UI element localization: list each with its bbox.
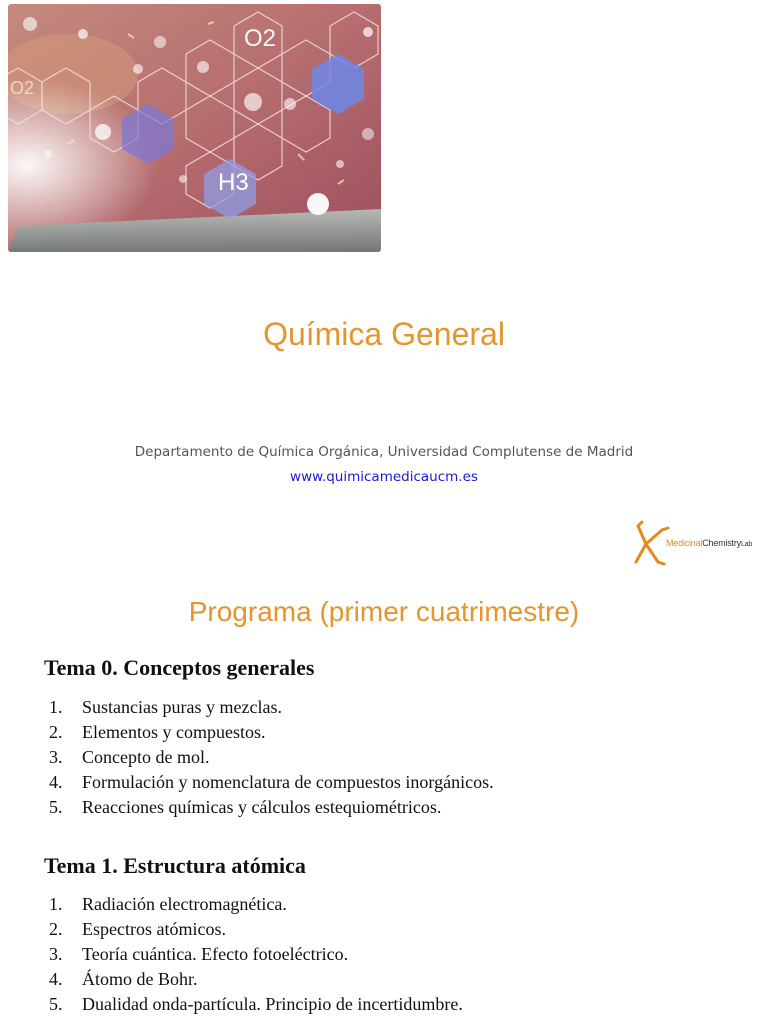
list-item-number: 4. (49, 772, 63, 792)
list-item-text: Concepto de mol. (82, 747, 210, 767)
list-item-text: Elementos y compuestos. (82, 722, 266, 742)
list-item-text: Espectros atómicos. (82, 919, 226, 939)
section-heading-tema-0: Tema 0. Conceptos generales (44, 655, 315, 680)
h3-label: H3 (218, 169, 249, 196)
list-item-number: 3. (49, 747, 63, 767)
section-heading-tema-1: Tema 1. Estructura atómica (44, 853, 306, 878)
logo-word-chemistry: Chemistry (702, 538, 741, 548)
logo-word-medicinal: Medicinal (666, 538, 703, 548)
department-line: Departamento de Química Orgánica, Universidad Complutense de Madrid (134, 444, 634, 460)
logo-wordmark (666, 538, 752, 548)
list-item-text: Átomo de Bohr. (82, 969, 198, 989)
list-item-text: Dualidad onda-partícula. Principio de incertidumbre. (82, 994, 463, 1014)
list-item-text: Radiación electromagnética. (82, 894, 287, 914)
list-item-text: Teoría cuántica. Efecto fotoeléctrico. (82, 944, 349, 964)
list-item-text: Formulación y nomenclatura de compuestos inorgánicos. (82, 772, 494, 792)
page-title: Química General (263, 316, 505, 352)
list-item-number: 3. (49, 944, 63, 964)
medicinal-chemistry-lab-logo (632, 520, 767, 570)
website-link[interactable]: www.quimicamedicaucm.es (290, 469, 478, 485)
list-item-number: 5. (49, 994, 63, 1014)
logo-word-lab: Lab (740, 541, 753, 548)
list-item-number: 1. (49, 894, 63, 914)
header-image (8, 4, 381, 252)
program-title: Programa (primer cuatrimestre) (188, 596, 580, 627)
list-item-number: 5. (49, 797, 63, 817)
list-item-text: Sustancias puras y mezclas. (82, 697, 282, 717)
list-item-number: 4. (49, 969, 63, 989)
list-item-number: 1. (49, 697, 63, 717)
list-item-text: Reacciones químicas y cálculos estequiométricos. (82, 797, 442, 817)
chemistry-hexagons-image (8, 4, 381, 252)
o2-label-faint: O2 (10, 78, 35, 98)
o2-label: O2 (244, 25, 277, 52)
list-item-number: 2. (49, 722, 63, 742)
list-item-number: 2. (49, 919, 63, 939)
